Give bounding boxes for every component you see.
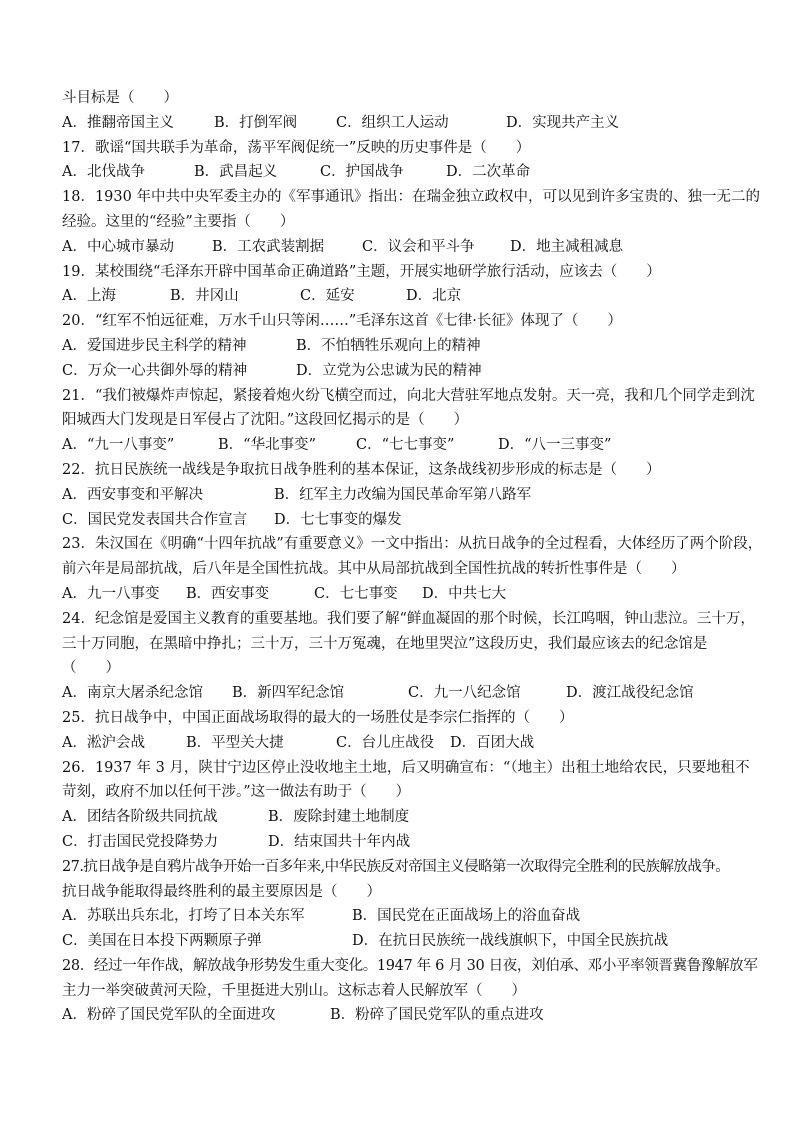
q17-option-a: A．北伐战争 [62,164,145,181]
q17-option-d: D．二次革命 [446,164,531,181]
q25-option-d: D．百团大战 [450,734,535,751]
q21-option-a: A．“九一八事变” [62,437,175,454]
q28-option-a: A．粉碎了国民党军队的全面进攻 [62,1007,276,1024]
q26-options-row2 [62,830,738,855]
q27-option-a: A．苏联出兵东北，打垮了日本关东军 [62,908,305,925]
q21-stem-line1: 21．“我们被爆炸声惊起，紧接着炮火纷飞横空而过，向北大营驻军地点发射。天一亮，我和几个同学走到沈 [62,387,755,404]
q20-option-c: C．万众一心共御外辱的精神 [62,362,248,379]
q27-stem-line2: 抗日战争能取得最终胜利的最主要原因是（ ） [62,883,381,900]
q26-stem-line1: 26．1937 年 3 月，陕甘宁边区停止没收地主土地，后又明确宣布：“（地主）出租土地给农民，只要地租不 [62,759,750,776]
q16-options [62,111,738,136]
q23-option-d: D．中共七大 [422,585,507,602]
q23-stem-line1: 23．朱汉国在《明确“十四年抗战”有重要意义》一文中指出：从抗日战争的全过程看，大体经历了两个阶段， [62,536,763,553]
q19-stem: 19．某校围绕“毛泽东开辟中国革命正确道路”主题，开展实地研学旅行活动，应该去（ ） [62,263,661,280]
q21-options [62,433,738,458]
q24-options [62,681,738,706]
q18-option-c: C．议会和平斗争 [362,238,475,255]
q26-stem-line2: 苛刻，政府不加以任何干涉。”这一做法有助于（ ） [62,784,411,801]
q18-option-d: D．地主减租减息 [510,238,624,255]
q19-option-b: B．井冈山 [170,288,239,305]
q22-option-a: A．西安事变和平解决 [62,486,203,503]
q18-option-a: A．中心城市暴动 [62,238,174,255]
q28-option-b: B．粉碎了国民党军队的重点进攻 [330,1007,544,1024]
q28-stem-line1: 28．经过一年作战，解放战争形势发生重大变化。1947 年 6 月 30 日夜，刘伯承、邓小平率领晋冀鲁豫解放军 [62,957,758,974]
exam-page [62,86,763,1028]
q21-option-b: B．“华北事变” [218,437,316,454]
q20-options-row1 [62,334,738,359]
q17-stem: 17．歌谣“国共联手为革命，荡平军阀促统一”反映的历史事件是（ ） [62,139,531,156]
q22-stem: 22．抗日民族统一战线是争取抗日战争胜利的基本保证，这条战线初步形成的标志是（ ） [62,461,661,478]
q25-option-c: C．台儿庄战役 [336,734,435,751]
q24-option-c: C．九一八纪念馆 [408,685,521,702]
q24-option-b: B．新四军纪念馆 [232,685,345,702]
q19-option-a: A．上海 [62,288,116,305]
q25-option-b: B．平型关大捷 [186,734,284,751]
q16-option-c: C．组织工人运动 [336,114,449,131]
q18-stem-line1: 18．1930 年中共中央军委主办的《军事通讯》指出：在瑞金独立政权中，可以见到许多宝贵的、独一无二的 [62,189,760,206]
q21-option-d: D．“八一三事变” [498,437,612,454]
q23-stem-line2: 前六年是局部抗战，后八年是全国性抗战。其中从局部抗战到全国性抗战的转折性事件是（ ） [62,561,686,578]
q17-option-b: B．武昌起义 [194,164,278,181]
q18-stem-line2: 经验。这里的“经验”主要指（ ） [62,213,295,230]
q23-options [62,582,738,607]
q16-stem-tail: 斗目标是（ ） [62,90,178,106]
q24-option-a: A．南京大屠杀纪念馆 [62,685,203,702]
q20-option-b: B．不怕牺牲乐观向上的精神 [296,337,481,354]
q18-options [62,235,738,260]
q24-stem-line2: 三十万同胞，在黑暗中挣扎；三十万，三十万冤魂，在地里哭泣”这段历史，我们最应该去的纪念馆是 [62,635,708,652]
q24-option-d: D．渡江战役纪念馆 [566,685,694,702]
q18-option-b: B．工农武装割据 [212,238,325,255]
q26-options-row1 [62,805,738,830]
q17-options [62,160,738,185]
q16-option-b: B．打倒军阀 [214,114,298,131]
q27-option-d: D．在抗日民族统一战线旗帜下，中国全民族抗战 [352,933,669,950]
q26-option-d: D．结束国共十年内战 [268,833,411,850]
q23-option-b: B．西安事变 [186,585,270,602]
q22-option-b: B．红军主力改编为国民革命军第八路军 [274,486,532,503]
q25-option-a: A．淞沪会战 [62,734,145,751]
q21-stem-line2: 阳城西大门发现是日军侵占了沈阳。”这段回忆揭示的是（ ） [62,412,469,429]
q23-option-a: A．九一八事变 [62,585,160,602]
q16-option-a: A．推翻帝国主义 [62,114,174,131]
q27-option-c: C．美国在日本投下两颗原子弹 [62,933,262,950]
q17-option-c: C．护国战争 [320,164,404,181]
q20-option-a: A．爱国进步民主科学的精神 [62,337,247,354]
q27-option-b: B．国民党在正面战场上的浴血奋战 [352,908,581,925]
q26-option-b: B．废除封建土地制度 [268,809,410,826]
q16-option-d: D．实现共产主义 [506,114,620,131]
q26-option-a: A．团结各阶级共同抗战 [62,809,218,826]
q19-option-c: C．延安 [300,288,355,305]
q28-stem-line2: 主力一举突破黄河天险，千里挺进大别山。这标志着人民解放军（ ） [62,982,526,999]
q20-stem: 20．“红军不怕远征难，万水千山只等闲……”毛泽东这首《七律·长征》体现了（ ） [62,313,622,330]
q22-option-c: C．国民党发表国共合作宣言 [62,511,248,528]
q27-options-row1 [62,904,738,929]
q20-option-d: D．立党为公忠诚为民的精神 [296,362,482,379]
q22-options-row1 [62,483,738,508]
q27-options-row2 [62,929,738,954]
q28-options [62,1003,738,1028]
q25-options [62,731,738,756]
q20-options-row2 [62,359,738,384]
q23-option-c: C．七七事变 [314,585,398,602]
q26-option-c: C．打击国民党投降势力 [62,833,219,850]
q22-options-row2 [62,508,738,533]
q24-stem-line3: （ ） [62,660,120,677]
q22-option-d: D．七七事变的爆发 [274,511,402,528]
q25-stem: 25．抗日战争中，中国正面战场取得的最大的一场胜仗是李宗仁指挥的（ ） [62,709,574,726]
q24-stem-line1: 24．纪念馆是爱国主义教育的重要基地。我们要了解“鲜血凝固的那个时候，长江呜咽，钟山悲泣。三十万， [62,610,755,627]
q21-option-c: C．“七七事变” [356,437,455,454]
q19-option-d: D．北京 [406,288,462,305]
q27-stem-line1: 27.抗日战争是自鸦片战争开始一百多年来,中华民族反对帝国主义侵略第一次取得完全胜利的民族解放战争。 [62,858,730,875]
q19-options [62,284,738,309]
